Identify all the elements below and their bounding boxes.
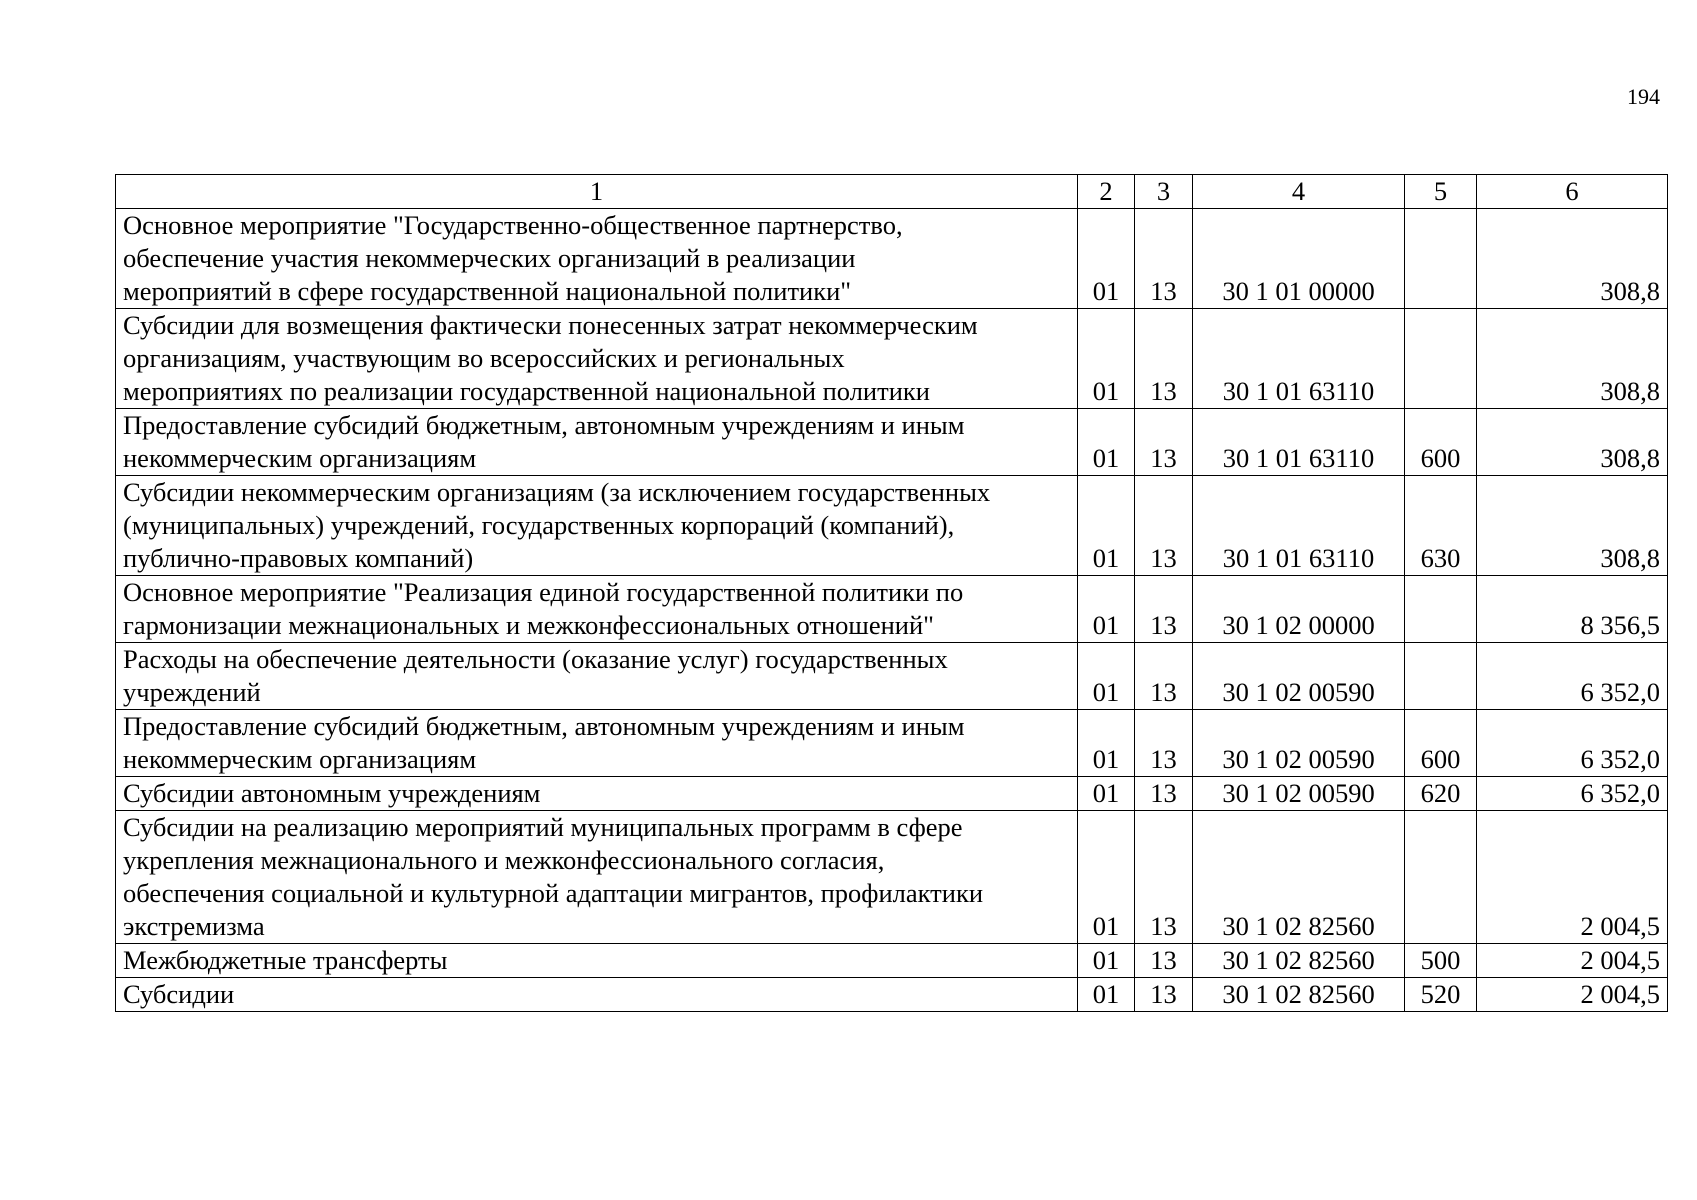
row-name-line: обеспечение участия некоммерческих организаций в реализации [123, 243, 856, 273]
table-row [116, 978, 1668, 1012]
row-name-line: мероприятиях по реализации государственной национальной политики [123, 376, 930, 406]
row-name-line: некоммерческим организациям [123, 443, 477, 473]
row-name-cell [116, 209, 1078, 309]
column-header-5: 5 [1405, 175, 1477, 209]
amount-cell: 6 352,0 [1477, 777, 1668, 811]
row-name-line: Субсидии на реализацию мероприятий муниципальных программ в сфере [123, 812, 963, 842]
row-name-line: Субсидии [123, 979, 235, 1009]
row-name-cell [116, 811, 1078, 944]
subsection-code-cell: 13 [1135, 777, 1193, 811]
amount-cell: 2 004,5 [1477, 944, 1668, 978]
row-name-line: экстремизма [123, 911, 265, 941]
row-name-line: Субсидии для возмещения фактически понесенных затрат некоммерческим [123, 310, 978, 340]
column-header-6: 6 [1477, 175, 1668, 209]
row-name-line: гармонизации межнациональных и межконфессиональных отношений" [123, 610, 934, 640]
row-name-line: укрепления межнационального и межконфессионального согласия, [123, 845, 885, 875]
section-code-cell: 01 [1078, 777, 1135, 811]
amount-cell: 6 352,0 [1477, 710, 1668, 777]
row-name-cell [116, 710, 1078, 777]
column-header-3: 3 [1135, 175, 1193, 209]
row-name-line: Предоставление субсидий бюджетным, автономным учреждениям и иным [123, 410, 965, 440]
table-row [116, 944, 1668, 978]
column-header-1: 1 [116, 175, 1078, 209]
section-code-cell: 01 [1078, 409, 1135, 476]
target-article-cell: 30 1 02 82560 [1193, 978, 1405, 1012]
target-article-cell: 30 1 01 63110 [1193, 309, 1405, 409]
row-name-line: учреждений [123, 677, 261, 707]
table-row [116, 811, 1668, 944]
subsection-code-cell: 13 [1135, 576, 1193, 643]
table-row [116, 777, 1668, 811]
row-name-cell [116, 777, 1078, 811]
table-row [116, 409, 1668, 476]
row-name-line: Основное мероприятие "Реализация единой государственной политики по [123, 577, 964, 607]
expense-type-cell: 600 [1405, 409, 1477, 476]
expense-type-cell: 630 [1405, 476, 1477, 576]
subsection-code-cell: 13 [1135, 978, 1193, 1012]
row-name-line: Субсидии автономным учреждениям [123, 778, 541, 808]
amount-cell: 6 352,0 [1477, 643, 1668, 710]
target-article-cell: 30 1 02 00590 [1193, 710, 1405, 777]
amount-cell: 8 356,5 [1477, 576, 1668, 643]
expense-type-cell: 620 [1405, 777, 1477, 811]
expense-type-cell [1405, 209, 1477, 309]
table-row [116, 576, 1668, 643]
subsection-code-cell: 13 [1135, 811, 1193, 944]
target-article-cell: 30 1 01 63110 [1193, 409, 1405, 476]
target-article-cell: 30 1 02 00590 [1193, 777, 1405, 811]
section-code-cell: 01 [1078, 643, 1135, 710]
subsection-code-cell: 13 [1135, 643, 1193, 710]
page-number: 194 [1627, 84, 1660, 109]
expense-type-cell: 520 [1405, 978, 1477, 1012]
section-code-cell: 01 [1078, 710, 1135, 777]
expense-type-cell [1405, 309, 1477, 409]
target-article-cell: 30 1 02 82560 [1193, 944, 1405, 978]
row-name-cell [116, 576, 1078, 643]
row-name-cell [116, 944, 1078, 978]
section-code-cell: 01 [1078, 978, 1135, 1012]
table-row [116, 309, 1668, 409]
target-article-cell: 30 1 02 82560 [1193, 811, 1405, 944]
target-article-cell: 30 1 01 00000 [1193, 209, 1405, 309]
row-name-line: Основное мероприятие "Государственно-общественное партнерство, [123, 210, 903, 240]
row-name-cell [116, 643, 1078, 710]
section-code-cell: 01 [1078, 811, 1135, 944]
subsection-code-cell: 13 [1135, 710, 1193, 777]
section-code-cell: 01 [1078, 476, 1135, 576]
row-name-line: Субсидии некоммерческим организациям (за исключением государственных [123, 477, 991, 507]
row-name-line: Расходы на обеспечение деятельности (оказание услуг) государственных [123, 644, 948, 674]
amount-cell: 308,8 [1477, 309, 1668, 409]
row-name-cell [116, 978, 1078, 1012]
row-name-line: (муниципальных) учреждений, государственных корпораций (компаний), [123, 510, 955, 540]
row-name-line: организациям, участвующим во всероссийских и региональных [123, 343, 845, 373]
table-row [116, 643, 1668, 710]
row-name-line: Предоставление субсидий бюджетным, автономным учреждениям и иным [123, 711, 965, 741]
table-row [116, 710, 1668, 777]
subsection-code-cell: 13 [1135, 309, 1193, 409]
target-article-cell: 30 1 02 00000 [1193, 576, 1405, 643]
table-header-row [116, 175, 1668, 209]
section-code-cell: 01 [1078, 209, 1135, 309]
amount-cell: 308,8 [1477, 409, 1668, 476]
row-name-cell [116, 309, 1078, 409]
subsection-code-cell: 13 [1135, 944, 1193, 978]
expense-type-cell: 600 [1405, 710, 1477, 777]
amount-cell: 308,8 [1477, 209, 1668, 309]
amount-cell: 308,8 [1477, 476, 1668, 576]
table-row [116, 476, 1668, 576]
expense-type-cell [1405, 576, 1477, 643]
expense-type-cell: 500 [1405, 944, 1477, 978]
row-name-line: мероприятий в сфере государственной национальной политики" [123, 276, 852, 306]
section-code-cell: 01 [1078, 944, 1135, 978]
row-name-cell [116, 476, 1078, 576]
row-name-line: Межбюджетные трансферты [123, 945, 448, 975]
expense-type-cell [1405, 811, 1477, 944]
row-name-line: публично-правовых компаний) [123, 543, 474, 573]
target-article-cell: 30 1 01 63110 [1193, 476, 1405, 576]
subsection-code-cell: 13 [1135, 476, 1193, 576]
table-row [116, 209, 1668, 309]
subsection-code-cell: 13 [1135, 409, 1193, 476]
section-code-cell: 01 [1078, 576, 1135, 643]
column-header-2: 2 [1078, 175, 1135, 209]
target-article-cell: 30 1 02 00590 [1193, 643, 1405, 710]
expense-type-cell [1405, 643, 1477, 710]
budget-table [115, 174, 1668, 1012]
section-code-cell: 01 [1078, 309, 1135, 409]
amount-cell: 2 004,5 [1477, 811, 1668, 944]
amount-cell: 2 004,5 [1477, 978, 1668, 1012]
table-body [116, 209, 1668, 1012]
subsection-code-cell: 13 [1135, 209, 1193, 309]
column-header-4: 4 [1193, 175, 1405, 209]
row-name-line: некоммерческим организациям [123, 744, 477, 774]
row-name-cell [116, 409, 1078, 476]
row-name-line: обеспечения социальной и культурной адаптации мигрантов, профилактики [123, 878, 983, 908]
